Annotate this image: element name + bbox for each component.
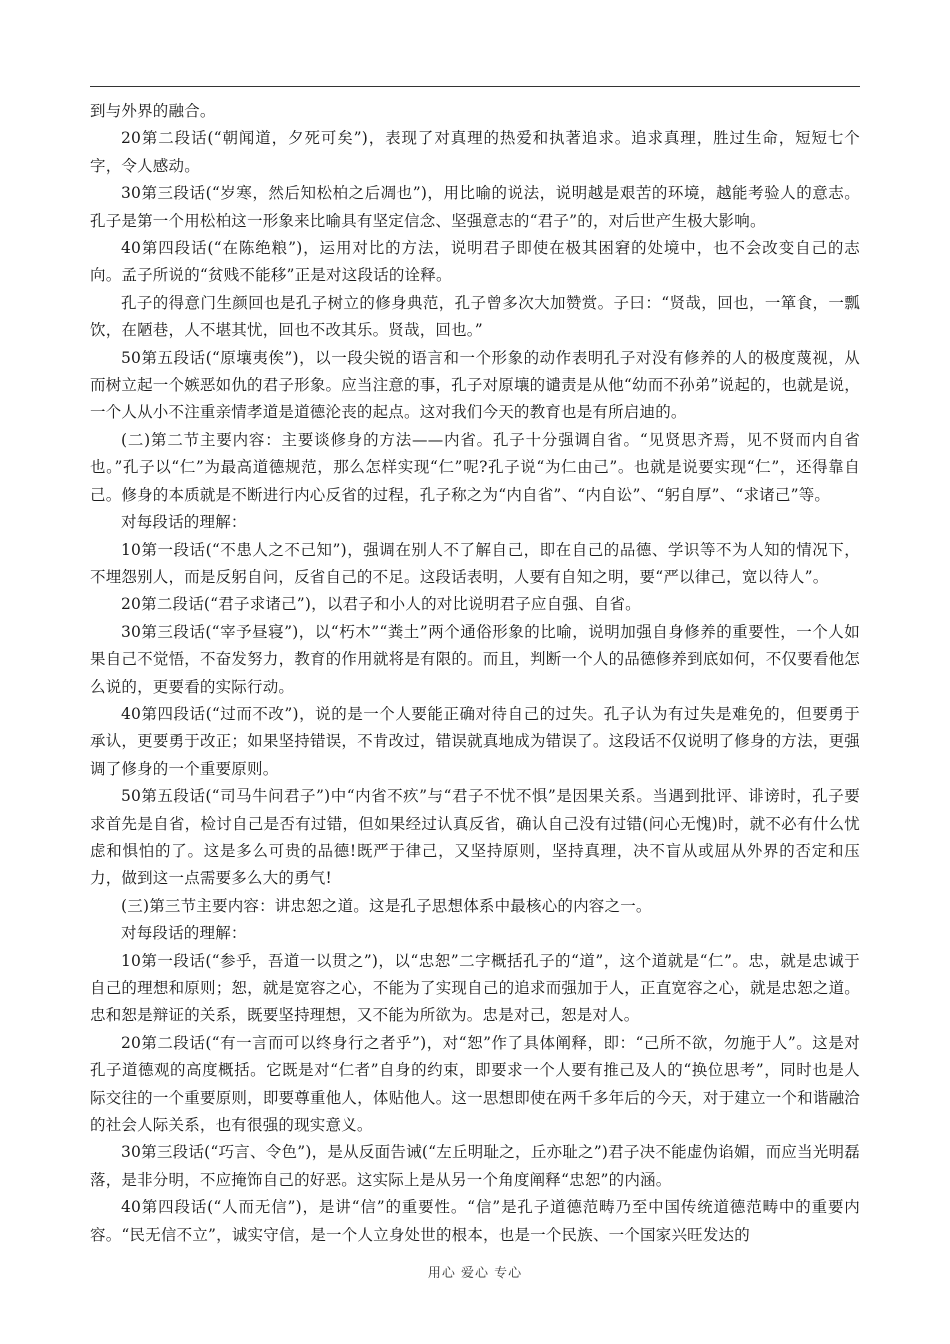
paragraph: 30第三段话(“岁寒，然后知松柏之后凋也”)，用比喻的说法，说明越是艰苦的环境，越能考验人的意志。孔子是第一个用松柏这一形象来比喻具有坚定信念、坚强意志的“君子”的，对后世产生极大影响。: [90, 184, 860, 230]
paragraph: 20第二段话(“有一言而可以终身行之者乎”)，对“恕”作了具体阐释，即：“己所不欲，勿施于人”。这是对孔子道德观的高度概括。它既是对“仁者”自身的约束，即要求一个人要有推己及人的“换位思考”，同时也是人际交往的一个重要原则，即要尊重他人，体贴他人。这一思想即使在两千多年后的今天，对于建立一个和谐融洽的社会人际关系，也有很强的现实意义。: [90, 1033, 860, 1135]
section-heading-paragraph: (二)第二节主要内容：主要谈修身的方法——内省。孔子十分强调自省。“见贤思齐焉，见不贤而内自省也。”孔子以“仁”为最高道德规范，那么怎样实现“仁”呢?孔子说“为仁由己”。也就是说要实现“仁”，还得靠自己。修身的本质就是不断进行内心反省的过程，孔子称之为“内自省”、“内自讼”、“躬自厚”、“求诸己”等。: [90, 430, 860, 504]
paragraph: 50第五段话(“司马牛问君子”)中“内省不疚”与“君子不忧不惧”是因果关系。当遇到批评、诽谤时，孔子要求首先是自省，检讨自己是否有过错，但如果经过认真反省，确认自己没有过错(问心无愧)时，就不必有什么忧虑和惧怕的了。这是多么可贵的品德!既严于律己，又坚持原则，坚持真理，决不盲从或屈从外界的否定和压力，做到这一点需要多么大的勇气!: [90, 787, 860, 888]
paragraph: 40第四段话(“过而不改”)，说的是一个人要能正确对待自己的过失。孔子认为有过失是难免的，但要勇于承认，更要勇于改正；如果坚持错误，不肯改过，错误就真地成为错误了。这段话不仅说明了修身的方法，更强调了修身的一个重要原则。: [90, 704, 860, 778]
paragraph: 10第一段话(“不患人之不己知”)，强调在别人不了解自己，即在自己的品德、学识等不为人知的情况下，不埋怨别人，而是反躬自问，反省自己的不足。这段话表明，人要有自知之明，要“严以律己，宽以待人”。: [90, 540, 860, 586]
paragraph: 20第二段话(“朝闻道，夕死可矣”)，表现了对真理的热爱和执著追求。追求真理，胜过生命，短短七个字，令人感动。: [90, 129, 860, 175]
paragraph: 20第二段话(“君子求诸己”)，以君子和小人的对比说明君子应自强、自省。: [121, 595, 641, 614]
paragraph: 50第五段话(“原壤夷俟”)，以一段尖锐的语言和一个形象的动作表明孔子对没有修养的人的极度蔑视，从而树立起一个嫉恶如仇的君子形象。应当注意的事，孔子对原壤的谴责是从他“幼而不孙弟”说起的，也就是说，一个人从小不注重亲情孝道是道德沦丧的起点。这对我们今天的教育也是有所启迪的。: [90, 348, 860, 422]
paragraph: 30第三段话(“宰予昼寝”)，以“朽木”“粪土”两个通俗形象的比喻，说明加强自身修养的重要性，一个人如果自己不觉悟，不奋发努力，教育的作用就将是有限的。而且，判断一个人的品德修养到底如何，不仅要看他怎么说的，更要看的实际行动。: [90, 622, 860, 696]
paragraph: 孔子的得意门生颜回也是孔子树立的修身典范，孔子曾多次大加赞赏。子曰：“贤哉，回也，一箪食，一瓢饮，在陋巷，人不堪其忧，回也不改其乐。贤哉，回也。”: [90, 293, 860, 340]
subheading: 对每段话的理解：: [121, 924, 247, 943]
paragraph: 40第四段话(“人而无信”)，是讲“信”的重要性。“信”是孔子道德范畴乃至中国传统道德范畴中的重要内容。“民无信不立”，诚实守信，是一个人立身处世的根本，也是一个民族、一个国家兴旺发达的: [90, 1198, 860, 1244]
subheading: 对每段话的理解：: [121, 513, 247, 532]
page-footer: 用心 爱心 专心: [427, 1266, 523, 1281]
paragraph: 到与外界的融合。: [90, 102, 216, 120]
body-text: [90, 98, 860, 1249]
header-rule: [90, 86, 860, 87]
paragraph: 40第四段话(“在陈绝粮”)，运用对比的方法，说明君子即使在极其困窘的处境中，也不会改变自己的志向。孟子所说的“贫贱不能移”正是对这段话的诠释。: [90, 239, 860, 285]
paragraph: 30第三段话(“巧言、令色”)，是从反面告诫(“左丘明耻之，丘亦耻之”)君子决不能虚伪谄媚，而应当光明磊落，是非分明，不应掩饰自己的好恶。这实际上是从另一个角度阐释“忠恕”的内涵。: [90, 1143, 860, 1189]
section-heading-paragraph: (三)第三节主要内容：讲忠恕之道。这是孔子思想体系中最核心的内容之一。: [121, 896, 652, 915]
paragraph: 10第一段话(“参乎，吾道一以贯之”)，以“忠恕”二字概括孔子的“道”，这个道就是“仁”。忠，就是忠诚于自己的理想和原则；恕，就是宽容之心，不能为了实现自己的追求而强加于人，正直宽容之心，就是忠恕之道。忠和恕是辩证的关系，既要坚持理想，又不能为所欲为。忠是对己，恕是对人。: [90, 951, 860, 1025]
